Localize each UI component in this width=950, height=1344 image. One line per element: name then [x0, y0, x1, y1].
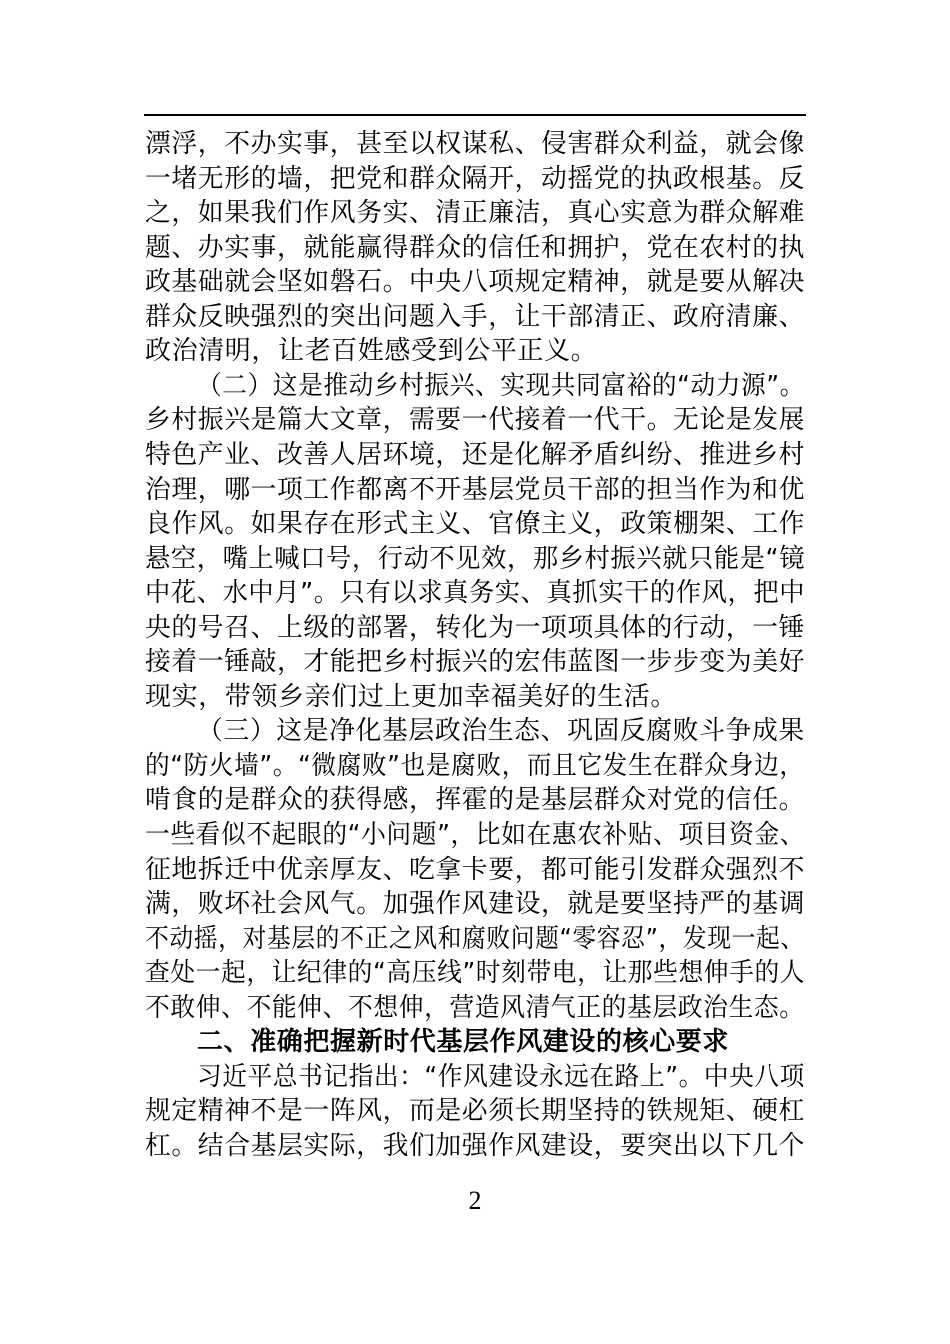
text-line: （二）这是推动乡村振兴、实现共同富裕的“动力源”。 [197, 371, 805, 401]
text-line: 不敢伸、不能伸、不想伸，营造风清气正的基层政治生态。 [145, 993, 805, 1023]
text-line: 啃食的是群众的获得感，挥霍的是基层群众对党的信任。 [145, 785, 806, 815]
text-line: 规定精神不是一阵风，而是必须长期坚持的铁规矩、硬杠 [145, 1096, 806, 1126]
text-line: （三）这是净化基层政治生态、巩固反腐败斗争成果 [197, 716, 805, 746]
section-heading: 二、准确把握新时代基层作风建设的核心要求 [197, 1027, 730, 1057]
text-line: 政基础就会坚如磐石。中央八项规定精神，就是要从解决 [145, 267, 806, 297]
text-line: 治理，哪一项工作都离不开基层党员干部的担当作为和优 [145, 475, 806, 505]
page-number: 2 [468, 1186, 482, 1215]
text-line: 习近平总书记指出：“作风建设永远在路上”。中央八项 [197, 1062, 805, 1092]
text-line: 乡村振兴是篇大文章，需要一代接着一代干。无论是发展 [145, 405, 806, 435]
text-line: 政治清明，让老百姓感受到公平正义。 [145, 336, 598, 366]
text-line: 接着一锤敲，才能把乡村振兴的宏伟蓝图一步步变为美好 [145, 647, 806, 677]
text-line: 的“防火墙”。“微腐败”也是腐败，而且它发生在群众身边， [145, 751, 805, 781]
text-line: 一堵无形的墙，把党和群众隔开，动摇党的执政根基。反 [145, 164, 806, 194]
text-line: 漂浮，不办实事，甚至以权谋私、侵害群众利益，就会像 [145, 129, 806, 159]
text-line: 央的号召、上级的部署，转化为一项项具体的行动，一锤 [145, 613, 806, 643]
text-line: 一些看似不起眼的“小问题”，比如在惠农补贴、项目资金、 [145, 820, 806, 850]
text-line: 悬空，嘴上喊口号，行动不见效，那乡村振兴就只能是“镜 [145, 544, 806, 574]
text-line: 不动摇，对基层的不正之风和腐败问题“零容忍”，发现一起、 [145, 924, 805, 954]
text-line: 群众反映强烈的突出问题入手，让干部清正、政府清廉、 [145, 302, 806, 332]
text-line: 杠。结合基层实际，我们加强作风建设，要突出以下几个 [145, 1131, 806, 1161]
text-line: 现实，带领乡亲们过上更加幸福美好的生活。 [145, 682, 678, 712]
text-line: 中花、水中月”。只有以求真务实、真抓实干的作风，把中 [145, 578, 806, 608]
text-line: 题、办实事，就能赢得群众的信任和拥护，党在农村的执 [145, 233, 806, 263]
text-line: 满，败坏社会风气。加强作风建设，就是要坚持严的基调 [145, 889, 806, 919]
text-line: 之，如果我们作风务实、清正廉洁，真心实意为群众解难 [145, 198, 806, 228]
text-line: 查处一起，让纪律的“高压线”时刻带电，让那些想伸手的人 [145, 958, 806, 988]
text-line: 征地拆迁中优亲厚友、吃拿卡要，都可能引发群众强烈不 [145, 855, 806, 885]
text-line: 特色产业、改善人居环境，还是化解矛盾纠纷、推进乡村 [145, 440, 806, 470]
text-line: 良作风。如果存在形式主义、官僚主义，政策棚架、工作 [145, 509, 806, 539]
